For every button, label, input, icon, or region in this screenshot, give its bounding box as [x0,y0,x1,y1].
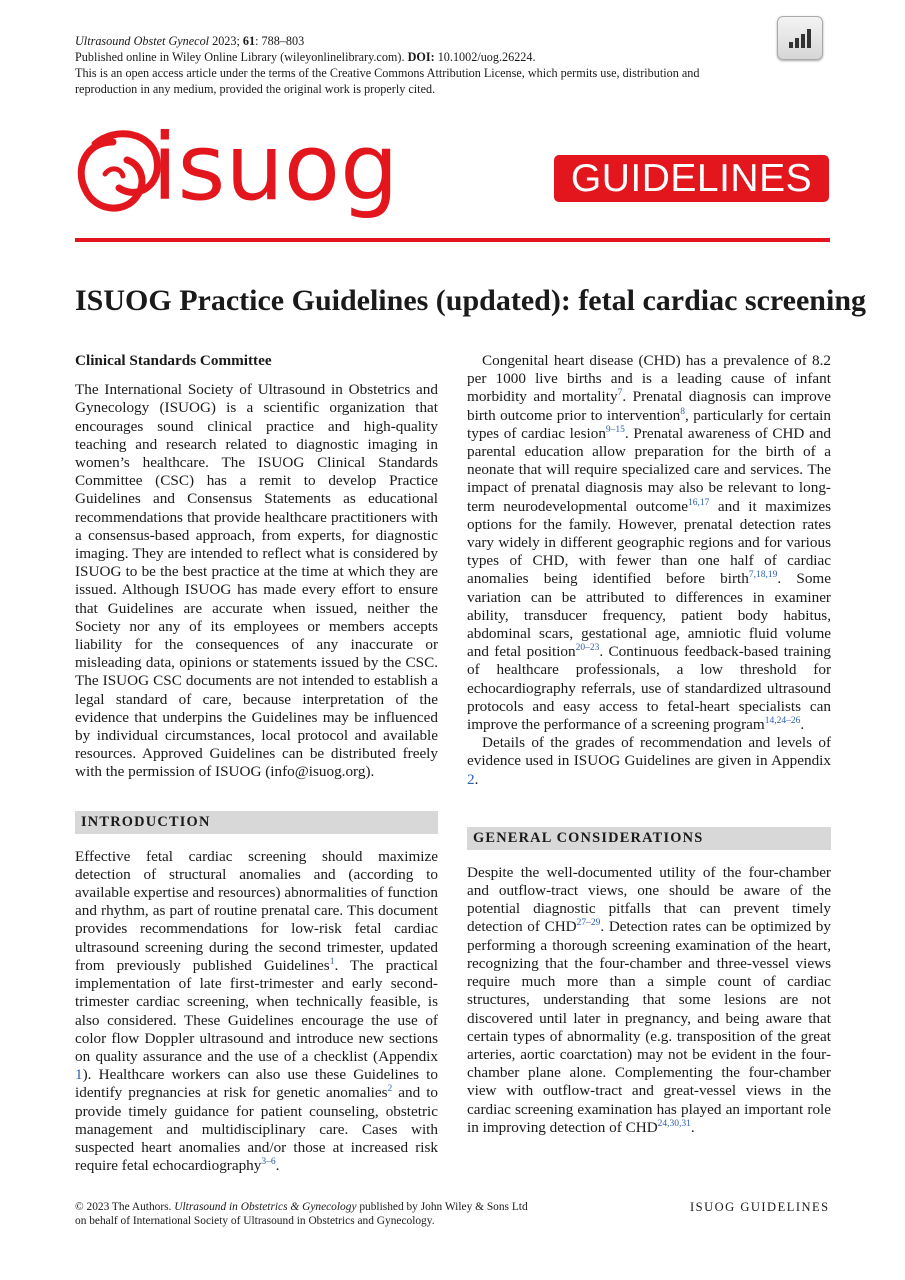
right-column [467,352,831,1137]
citation-link[interactable]: 20–23 [575,643,600,654]
section-heading-general-considerations: GENERAL CONSIDERATIONS [467,827,831,850]
article-title: ISUOG Practice Guidelines (updated): fetal cardiac screening [75,284,867,317]
citation-link[interactable]: 7 [617,388,623,399]
license-line-2: reproduction in any medium, provided the original work is properly cited. [75,82,436,96]
left-column [75,352,438,1175]
running-footer-title: ISUOG GUIDELINES [690,1200,830,1214]
article-header [75,33,795,97]
intro-paragraph: Effective fetal cardiac screening should maximize detection of structural anomalies and (according to available expertise and resources) abnormalities of function and rhythm, as part of routine prenatal care. This document provides recommendations for low-risk fetal cardiac ultrasound screening during the second trimester, updated from previously published Guidelines$^1$. The practical implementation of late first-trimester and early second-trimester cardiac screening, when technically feasible, is also considered. These Guidelines encourage the use of color flow Doppler ultrasound and introduce new sections on quality assurance and the use of a checklist (Appendix 1). Healthcare workers can also use these Guidelines to identify pregnancies at risk for genetic anomalies$^2$ and to provide timely guidance for patient counseling, obstetric management and multidisciplinary care. Cases with suspected heart anomalies and/or those at increased risk require fetal echocardiography$^{3-6}$. [75,847,439,1175]
about-paragraph: The International Society of Ultrasound in Obstetrics and Gynecology (ISUOG) is a scientific organization that encourages sound clinical practice and high-quality teaching and research related to diagnostic imaging in women’s healthcare. The ISUOG Clinical Standards Committee (CSC) has a remit to develop Practice Guidelines and Consensus Statements as educational recommendations that provide healthcare practitioners with a consensus-based approach, from experts, for diagnostic imaging. They are intended to reflect what is considered by ISUOG to be the best practice at the time at which they are issued. Although ISUOG has made every effort to ensure that Guidelines are accurate when issued, neither the Society nor any of its employees or members accepts liability for the consequences of any inaccurate or misleading data, opinions or statements issued by the CSC. The ISUOG CSC documents are not intended to establish a legal standard of care, because interpretation of the evidence that underpins the Guidelines may be influenced by individual circumstances, local protocol and available resources. Approved Guidelines can be distributed freely with the permission of ISUOG (info@isuog.org). [75,381,438,781]
citation-link[interactable]: 24,30,31 [657,1118,691,1129]
committee-name: Clinical Standards Committee [75,352,272,369]
appendix-link[interactable]: 1 [75,1066,83,1084]
section-heading-introduction: INTRODUCTION [75,811,438,834]
citation-link[interactable]: 1 [329,956,335,967]
license-line: This is an open access article under the terms of the Creative Commons Attribution License, which permits use, distribution and [75,66,700,80]
guidelines-badge: GUIDELINES [554,155,829,202]
citation-link[interactable]: 16,17 [688,497,710,508]
doi-link[interactable]: 10.1002/uog.26224. [434,50,536,64]
isuog-wordmark: isuog [152,114,399,221]
publication-line: Published online in Wiley Online Library (wileyonlinelibrary.com). DOI: 10.1002/uog.26224. [75,50,536,64]
citation-link[interactable]: 3–6 [261,1157,276,1168]
citation-link[interactable]: 9–15 [605,424,625,435]
citation-link[interactable]: 7,18,19 [748,570,778,581]
citation-line: Ultrasound Obstet Gynecol 2023; 61: 788–803 [75,34,305,48]
bar-chart-icon[interactable] [777,16,823,60]
header-divider [75,238,830,242]
body-paragraph: Despite the well-documented utility of the four-chamber and outflow-tract views, one should be aware of the potential diagnostic pitfalls that can prevent timely detection of CHD$^{27-29}$. Detection rates can be optimized by performing a thorough screening examination of the heart, recognizing that the four-chamber and three-vessel views require much more than a simple count of cardiac structures, understanding that some lesions are not discovered until later in pregnancy, and being aware that certain types of abnormality (e.g. transposition of the great arteries, aortic coarctation) may not be evident in the four-chamber plane alone. Complementing the four-chamber view with outflow-tract and great-vessel views in the cardiac screening examination has played an important role in improving detection of CHD$^{24,30,31}$. [467,863,831,1136]
copyright-footer: © 2023 The Authors. Ultrasound in Obstetrics & Gynecology published by John Wiley & Sons Ltd on behalf of International Society of Ultrasound in Obstetrics and Gynecology. [75,1201,528,1227]
appendix-link[interactable]: 2 [467,770,475,788]
citation-link[interactable]: 14,24–26 [764,716,801,726]
citation-link[interactable]: 8 [680,406,686,417]
citation-link[interactable]: 2 [387,1084,393,1095]
body-paragraph: Details of the grades of recommendation and levels of evidence used in ISUOG Guidelines are given in Appendix 2. [467,734,831,788]
citation-link[interactable]: 27–29 [576,918,601,929]
body-paragraph: Congenital heart disease (CHD) has a prevalence of 8.2 per 1000 live births and is a leading cause of infant morbidity and mortality$^7$. Prenatal diagnosis can improve birth outcome prior to intervention$^8$, particularly for certain types of cardiac lesion$^{9-15}$. Prenatal awareness of CHD and parental education allow preparation for the birth of a neonate that will require specialized care and services. The impact of prenatal diagnosis may also be relevant to long-term neurodevelopmental outcome$^{16,17}$ and it maximizes options for the family. However, prenatal detection rates vary widely in different geographic regions and for various types of CHD, with fewer than one half of cardiac anomalies being identified before birth$^{7,18,19}$. Some variation can be attributed to differences in examiner ability, transducer frequency, patient body habitus, abdominal scars, gestational age, amniotic fluid volume and fetal position$^{20-23}$. Continuous feedback-based training of healthcare professionals, a low threshold for echocardiography referrals, use of standardized ultrasound protocols and easy access to fetal-heart specialists can improve the performance of a screening program$^{14,24-26}$. [467,352,832,734]
